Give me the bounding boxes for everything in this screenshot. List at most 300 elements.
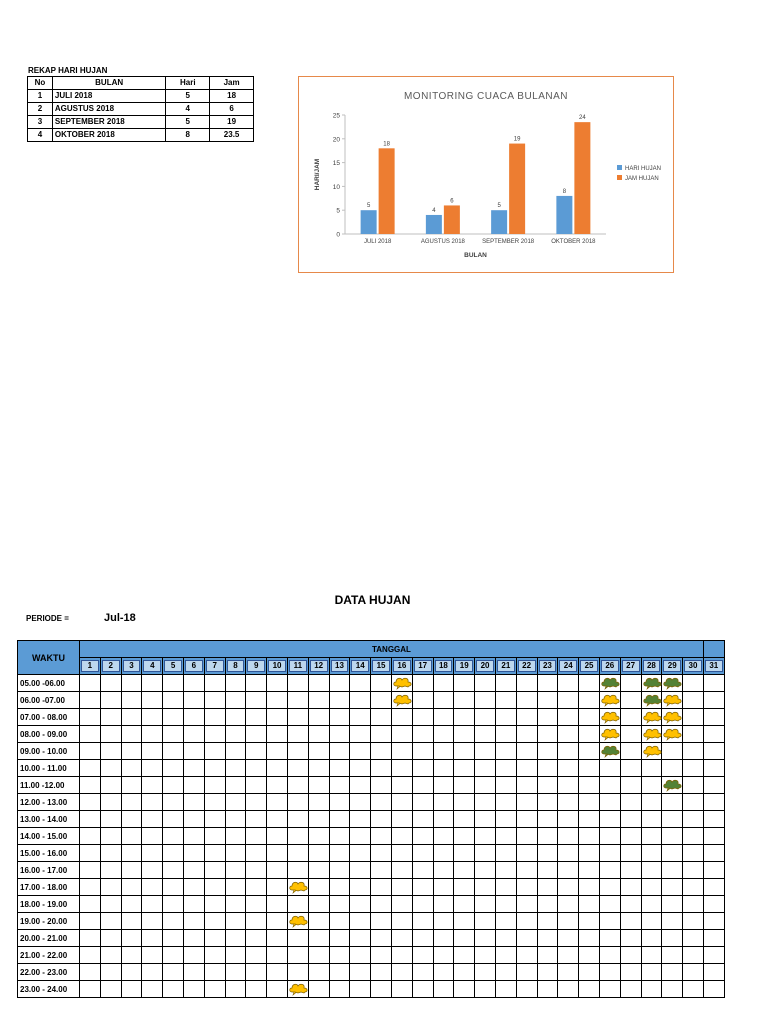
rain-cell: [163, 760, 184, 777]
rain-cloud-icon: [663, 710, 682, 724]
rain-cell: [329, 811, 350, 828]
time-label: 16.00 - 17.00: [18, 862, 80, 879]
rain-cell: [142, 981, 163, 998]
rain-cell: [329, 726, 350, 743]
rain-cell: [121, 862, 142, 879]
rain-cell: [100, 828, 121, 845]
rain-cell: [329, 930, 350, 947]
rain-cell: [579, 828, 600, 845]
rain-cell: [579, 862, 600, 879]
rain-cell: [391, 930, 412, 947]
rain-cell: [433, 760, 454, 777]
rain-cell: [163, 862, 184, 879]
rain-cell: [599, 930, 620, 947]
rain-cell: [163, 913, 184, 930]
rain-cell: [599, 794, 620, 811]
day-number: 29: [663, 660, 681, 672]
rain-cell: [225, 828, 246, 845]
day-number: 28: [643, 660, 661, 672]
rain-cell: [183, 709, 204, 726]
day-header: [641, 658, 662, 675]
rain-cell: [287, 794, 308, 811]
bar-jam-hujan: [509, 144, 525, 234]
rain-cell: [142, 692, 163, 709]
rain-cell: [537, 794, 558, 811]
rain-cell: [350, 964, 371, 981]
rain-cell: [391, 692, 412, 709]
rain-cell: [579, 709, 600, 726]
rain-cloud-icon: [601, 710, 620, 724]
time-row: [18, 828, 725, 845]
rain-cloud-icon: [643, 710, 662, 724]
rain-cell: [204, 964, 225, 981]
rain-cell: [433, 913, 454, 930]
rain-cell: [683, 726, 704, 743]
time-row: [18, 862, 725, 879]
rain-cell: [267, 947, 288, 964]
rain-cell: [475, 709, 496, 726]
rain-cell: [308, 709, 329, 726]
rain-cell: [537, 828, 558, 845]
rain-cell: [350, 845, 371, 862]
day-header: [516, 658, 537, 675]
rain-cloud-icon: [601, 727, 620, 741]
rain-cell: [246, 760, 267, 777]
rain-cell: [329, 743, 350, 760]
day-header: [287, 658, 308, 675]
rain-cell: [683, 675, 704, 692]
rain-cell: [495, 811, 516, 828]
summary-cell-bulan: JULI 2018: [52, 90, 165, 103]
rain-cell: [163, 828, 184, 845]
rain-cell: [662, 913, 683, 930]
rain-cell: [100, 794, 121, 811]
rain-cell: [225, 930, 246, 947]
bar-jam-hujan: [379, 148, 395, 234]
rain-cell: [163, 794, 184, 811]
rain-cell: [225, 675, 246, 692]
rain-cell: [412, 726, 433, 743]
day-header: [183, 658, 204, 675]
day-header: [620, 658, 641, 675]
rain-cell: [433, 896, 454, 913]
rain-cell: [391, 726, 412, 743]
rain-cell: [225, 964, 246, 981]
day-number: 23: [539, 660, 557, 672]
rain-cell: [412, 913, 433, 930]
rain-cell: [641, 811, 662, 828]
rain-cell: [100, 913, 121, 930]
rain-cell: [371, 828, 392, 845]
rain-cell: [100, 675, 121, 692]
rain-cell: [537, 709, 558, 726]
rain-cell: [267, 709, 288, 726]
rain-cell: [599, 981, 620, 998]
rain-cell: [495, 896, 516, 913]
rain-cell: [142, 675, 163, 692]
rain-cell: [599, 896, 620, 913]
rain-cell: [80, 675, 101, 692]
rain-cell: [579, 913, 600, 930]
rain-cell: [246, 981, 267, 998]
day-number: 20: [476, 660, 494, 672]
rain-cell: [267, 726, 288, 743]
rain-cell: [433, 981, 454, 998]
bar-hari-hujan: [426, 215, 442, 234]
rain-cell: [558, 896, 579, 913]
day-number: 27: [622, 660, 640, 672]
rain-cell: [100, 896, 121, 913]
rain-cell: [308, 743, 329, 760]
rain-cell: [433, 828, 454, 845]
data-label: 18: [383, 141, 390, 148]
summary-cell-hari: 8: [166, 129, 210, 142]
rain-cell: [142, 845, 163, 862]
rain-cell: [204, 811, 225, 828]
rain-cell: [579, 794, 600, 811]
day-number: 5: [164, 660, 182, 672]
rain-cell: [703, 675, 724, 692]
rain-cell: [495, 862, 516, 879]
rain-cell: [579, 845, 600, 862]
rain-cell: [454, 743, 475, 760]
rain-cell: [100, 981, 121, 998]
rain-cell: [225, 760, 246, 777]
rain-cell: [142, 947, 163, 964]
rain-cell: [516, 709, 537, 726]
data-label: 8: [562, 188, 567, 195]
rain-cell: [308, 794, 329, 811]
rain-cell: [516, 879, 537, 896]
rain-cell: [163, 743, 184, 760]
rain-cell: [703, 828, 724, 845]
day-number: 2: [102, 660, 120, 672]
rain-cloud-icon: [289, 982, 308, 996]
day-number: 6: [185, 660, 203, 672]
rain-cell: [537, 981, 558, 998]
time-row: [18, 692, 725, 709]
rain-cell: [433, 692, 454, 709]
rain-cell: [516, 930, 537, 947]
day-header: [433, 658, 454, 675]
rain-cell: [100, 726, 121, 743]
rain-cell: [454, 981, 475, 998]
rain-cell: [371, 896, 392, 913]
rain-cell: [558, 709, 579, 726]
day-header: [246, 658, 267, 675]
rain-cell: [454, 879, 475, 896]
rain-cell: [537, 743, 558, 760]
rain-cell: [100, 709, 121, 726]
rain-cell: [267, 930, 288, 947]
rain-cell: [433, 879, 454, 896]
rain-cell: [558, 862, 579, 879]
rain-cell: [391, 828, 412, 845]
rain-cell: [537, 692, 558, 709]
rain-cell: [516, 794, 537, 811]
rain-cell: [391, 709, 412, 726]
rain-cell: [142, 794, 163, 811]
rain-cell: [163, 726, 184, 743]
rain-cell: [329, 692, 350, 709]
rain-cell: [246, 930, 267, 947]
rain-cell: [225, 947, 246, 964]
rain-cell: [475, 777, 496, 794]
day-header: [100, 658, 121, 675]
rain-cell: [287, 845, 308, 862]
time-row: [18, 743, 725, 760]
rain-cell: [641, 675, 662, 692]
rain-cell: [495, 879, 516, 896]
rain-cell: [246, 692, 267, 709]
rain-cell: [641, 964, 662, 981]
rain-cell: [308, 862, 329, 879]
rain-cell: [350, 981, 371, 998]
rain-cell: [100, 811, 121, 828]
rain-cell: [662, 879, 683, 896]
rain-cell: [454, 964, 475, 981]
summary-header-row: [28, 77, 254, 90]
rain-cell: [703, 709, 724, 726]
rain-cell: [121, 913, 142, 930]
rain-cell: [579, 811, 600, 828]
rain-cell: [579, 879, 600, 896]
time-row: [18, 947, 725, 964]
rain-cell: [246, 879, 267, 896]
rain-cell: [163, 930, 184, 947]
day-number: 10: [268, 660, 286, 672]
rain-cell: [80, 811, 101, 828]
y-tick-label: 15: [332, 160, 340, 168]
rain-cell: [371, 964, 392, 981]
rain-cell: [454, 896, 475, 913]
rain-cell: [662, 726, 683, 743]
rain-cell: [558, 726, 579, 743]
rain-cell: [662, 896, 683, 913]
y-tick-label: 25: [332, 112, 340, 120]
summary-cell-hari: 5: [166, 90, 210, 103]
rain-cell: [537, 913, 558, 930]
rain-cell: [495, 947, 516, 964]
rain-cell: [287, 947, 308, 964]
rain-cell: [516, 760, 537, 777]
day-header: [371, 658, 392, 675]
day-header: [329, 658, 350, 675]
time-label: 12.00 - 13.00: [18, 794, 80, 811]
rain-cell: [163, 692, 184, 709]
rain-cell: [412, 692, 433, 709]
day-header: [267, 658, 288, 675]
rain-cell: [204, 760, 225, 777]
rain-cell: [267, 862, 288, 879]
rain-cell: [80, 828, 101, 845]
rain-cell: [495, 692, 516, 709]
rain-cloud-icon: [643, 727, 662, 741]
day-number: 12: [310, 660, 328, 672]
rain-cell: [433, 862, 454, 879]
rain-cell: [204, 896, 225, 913]
rain-cell: [350, 794, 371, 811]
rain-cell: [287, 828, 308, 845]
rain-cell: [100, 743, 121, 760]
summary-header-hari: Hari: [166, 77, 210, 90]
day-number: 21: [497, 660, 515, 672]
rain-cell: [454, 947, 475, 964]
rain-cloud-icon: [289, 914, 308, 928]
rain-cell: [350, 726, 371, 743]
rain-cloud-icon: [393, 693, 412, 707]
rain-cell: [412, 879, 433, 896]
rain-cell: [558, 760, 579, 777]
rain-cell: [537, 862, 558, 879]
bar-jam-hujan: [444, 205, 460, 234]
rain-cell: [183, 760, 204, 777]
rain-cell: [204, 675, 225, 692]
rain-cell: [454, 675, 475, 692]
rain-cell: [204, 981, 225, 998]
day-header: [142, 658, 163, 675]
rain-cell: [100, 930, 121, 947]
legend-swatch: [617, 165, 622, 170]
rain-cell: [703, 777, 724, 794]
rain-cell: [599, 913, 620, 930]
rain-cell: [142, 879, 163, 896]
time-label: 15.00 - 16.00: [18, 845, 80, 862]
rain-cell: [329, 675, 350, 692]
rain-cell: [246, 862, 267, 879]
rain-cell: [80, 794, 101, 811]
rain-cell: [267, 777, 288, 794]
data-label: 5: [497, 203, 501, 210]
rain-cell: [225, 692, 246, 709]
rain-cell: [287, 913, 308, 930]
rain-cell: [287, 692, 308, 709]
rain-cell: [662, 828, 683, 845]
rain-cell: [329, 862, 350, 879]
rain-cell: [495, 913, 516, 930]
rain-cell: [683, 743, 704, 760]
x-tick-label: JULI 2018: [363, 239, 392, 245]
rain-cell: [371, 947, 392, 964]
summary-cell-no: 3: [28, 116, 53, 129]
rain-cloud-icon: [393, 676, 412, 690]
rain-cell: [516, 947, 537, 964]
summary-cell-no: 2: [28, 103, 53, 116]
rain-cell: [267, 760, 288, 777]
rain-cell: [391, 743, 412, 760]
summary-table: [27, 76, 254, 142]
rain-cell: [246, 964, 267, 981]
day-header: [703, 658, 724, 675]
summary-cell-hari: 5: [166, 116, 210, 129]
data-label: 24: [579, 115, 586, 122]
day-number: 25: [580, 660, 598, 672]
rain-cell: [495, 760, 516, 777]
rain-cell: [100, 692, 121, 709]
rain-cell: [246, 794, 267, 811]
rain-cell: [558, 981, 579, 998]
x-tick-label: OKTOBER 2018: [551, 239, 596, 245]
day-header: [308, 658, 329, 675]
rain-cell: [412, 930, 433, 947]
rain-cell: [579, 760, 600, 777]
rain-cell: [475, 862, 496, 879]
rain-cell: [599, 709, 620, 726]
rain-cell: [475, 947, 496, 964]
rain-cell: [183, 981, 204, 998]
rain-cell: [433, 845, 454, 862]
day-header: [204, 658, 225, 675]
rain-cell: [183, 879, 204, 896]
rain-grid-container: [17, 640, 725, 998]
rain-cell: [558, 777, 579, 794]
rain-cell: [558, 879, 579, 896]
rain-cell: [163, 981, 184, 998]
rain-cell: [121, 794, 142, 811]
rain-cell: [287, 862, 308, 879]
rain-cell: [391, 777, 412, 794]
rain-cell: [391, 879, 412, 896]
rain-cell: [329, 709, 350, 726]
rain-cell: [225, 845, 246, 862]
rain-cell: [433, 930, 454, 947]
rain-cell: [579, 981, 600, 998]
tanggal-header-extra: [703, 641, 724, 658]
rain-cell: [475, 811, 496, 828]
rain-cell: [662, 760, 683, 777]
time-label: 06.00 -07.00: [18, 692, 80, 709]
rain-cell: [683, 964, 704, 981]
rain-cell: [100, 845, 121, 862]
rain-cell: [475, 794, 496, 811]
rain-cell: [121, 743, 142, 760]
rain-cell: [391, 913, 412, 930]
rain-cell: [142, 862, 163, 879]
rain-cell: [641, 913, 662, 930]
rain-cell: [225, 777, 246, 794]
rain-cell: [80, 760, 101, 777]
rain-cell: [454, 828, 475, 845]
rain-cell: [183, 794, 204, 811]
rain-cell: [537, 760, 558, 777]
rain-cell: [204, 845, 225, 862]
rain-cell: [142, 828, 163, 845]
rain-cell: [121, 845, 142, 862]
data-label: 19: [513, 136, 521, 143]
rain-cell: [641, 862, 662, 879]
rain-cell: [599, 811, 620, 828]
summary-row: [28, 116, 254, 129]
rain-cell: [183, 828, 204, 845]
rain-cell: [641, 947, 662, 964]
rain-cell: [641, 777, 662, 794]
rain-cell: [350, 675, 371, 692]
day-header: [412, 658, 433, 675]
rain-cell: [683, 794, 704, 811]
rain-cell: [142, 709, 163, 726]
rain-cell: [267, 794, 288, 811]
rain-cell: [537, 947, 558, 964]
time-row: [18, 726, 725, 743]
rain-cell: [683, 913, 704, 930]
rain-cell: [641, 930, 662, 947]
time-row: [18, 913, 725, 930]
summary-cell-no: 4: [28, 129, 53, 142]
rain-cell: [308, 896, 329, 913]
rain-cell: [454, 862, 475, 879]
rain-cell: [599, 760, 620, 777]
rain-cell: [558, 964, 579, 981]
